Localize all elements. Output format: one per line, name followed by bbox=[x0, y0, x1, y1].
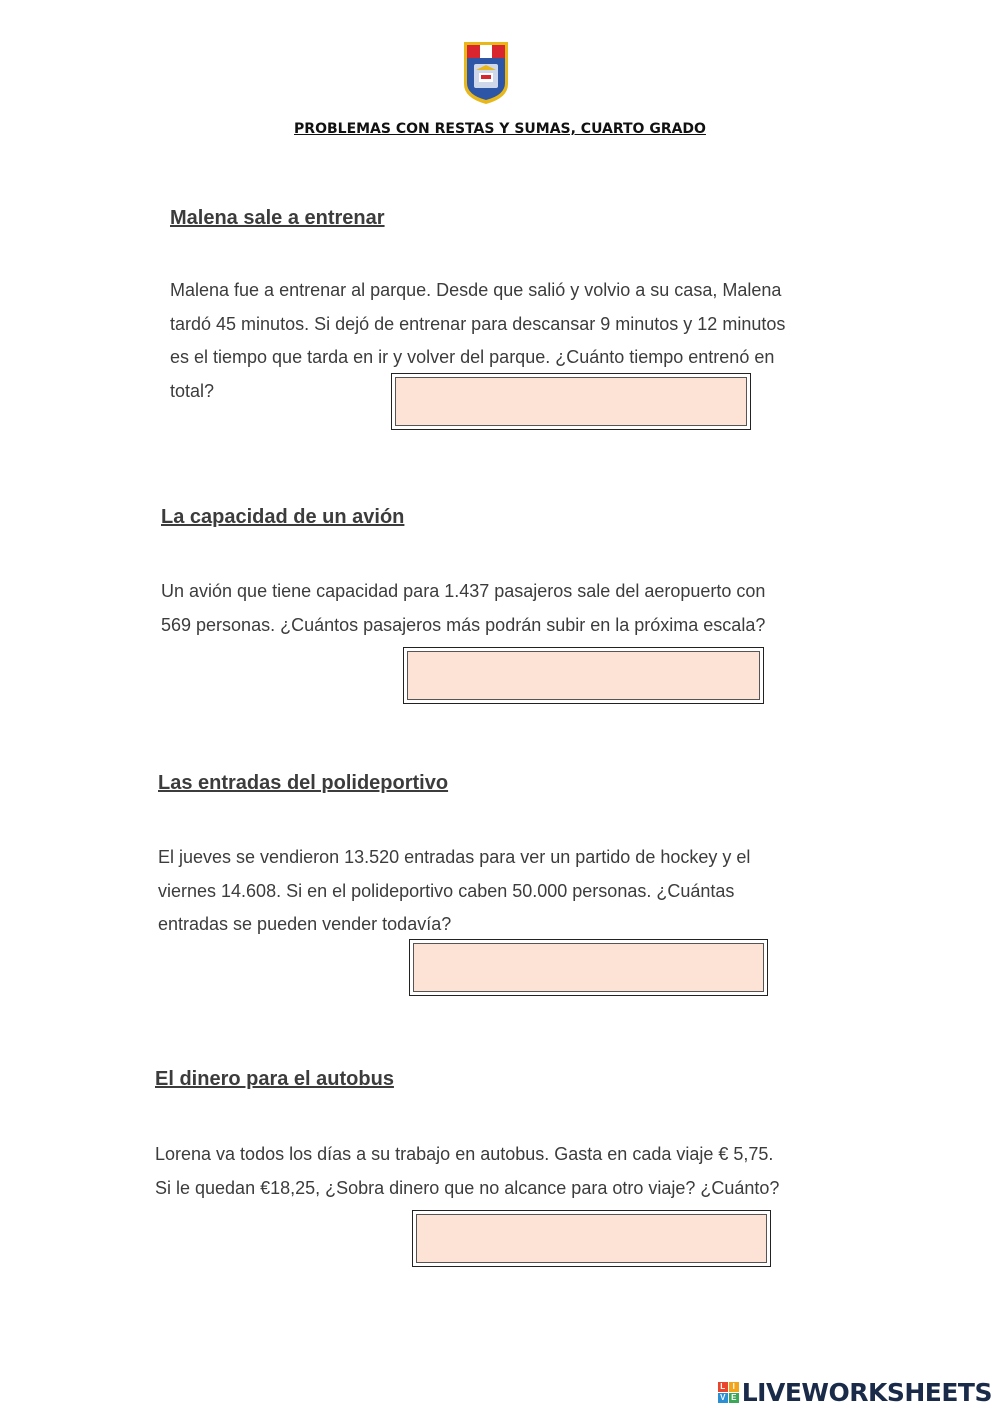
problem-2-title: La capacidad de un avión bbox=[161, 506, 405, 528]
problem-3 bbox=[158, 771, 750, 942]
answer-box-2 bbox=[403, 647, 764, 704]
document-title: PROBLEMAS CON RESTAS Y SUMAS, CUARTO GRADO bbox=[294, 121, 706, 137]
problem-2 bbox=[161, 505, 765, 642]
answer-box-3 bbox=[409, 939, 768, 996]
problem-3-title: Las entradas del polideportivo bbox=[158, 772, 449, 794]
problem-2-text: Un avión que tiene capacidad para 1.437 pasajeros sale del aeropuerto con 569 personas. ¿Cuántos pasajeros más podrán subir en la próxima escala? bbox=[161, 581, 766, 635]
answer-input-2[interactable] bbox=[407, 651, 760, 700]
answer-box-4 bbox=[412, 1210, 771, 1267]
problem-4-title: El dinero para el autobus bbox=[155, 1068, 394, 1090]
answer-box-1 bbox=[391, 373, 751, 430]
liveworksheets-brand bbox=[718, 1377, 992, 1407]
problem-3-text: El jueves se vendieron 13.520 entradas para ver un partido de hockey y el viernes 14.608. Si en el polideportivo caben 50.000 personas. ¿Cuántas entradas se pueden vender todavía? bbox=[158, 847, 751, 934]
answer-input-4[interactable] bbox=[416, 1214, 767, 1263]
problem-4-text: Lorena va todos los días a su trabajo en autobus. Gasta en cada viaje € 5,75. Si le quedan €18,25, ¿Sobra dinero que no alcance para otro viaje? ¿Cuánto? bbox=[155, 1144, 780, 1198]
school-crest-logo bbox=[461, 40, 511, 106]
answer-input-3[interactable] bbox=[413, 943, 764, 992]
problem-4 bbox=[155, 1067, 779, 1205]
liveworksheets-logo-icon: L I V E bbox=[718, 1382, 739, 1403]
problem-1-text: Malena fue a entrenar al parque. Desde que salió y volvio a su casa, Malena tardó 45 minutos. Si dejó de entrenar para descansar 9 minutos y 12 minutos es el tiempo que tarda en ir y volver del parque. ¿Cuánto tiempo entrenó en total? bbox=[170, 280, 786, 401]
brand-name: LIVEWORKSHEETS bbox=[741, 1377, 992, 1407]
answer-input-1[interactable] bbox=[395, 377, 747, 426]
problem-1-title: Malena sale a entrenar bbox=[170, 207, 385, 229]
